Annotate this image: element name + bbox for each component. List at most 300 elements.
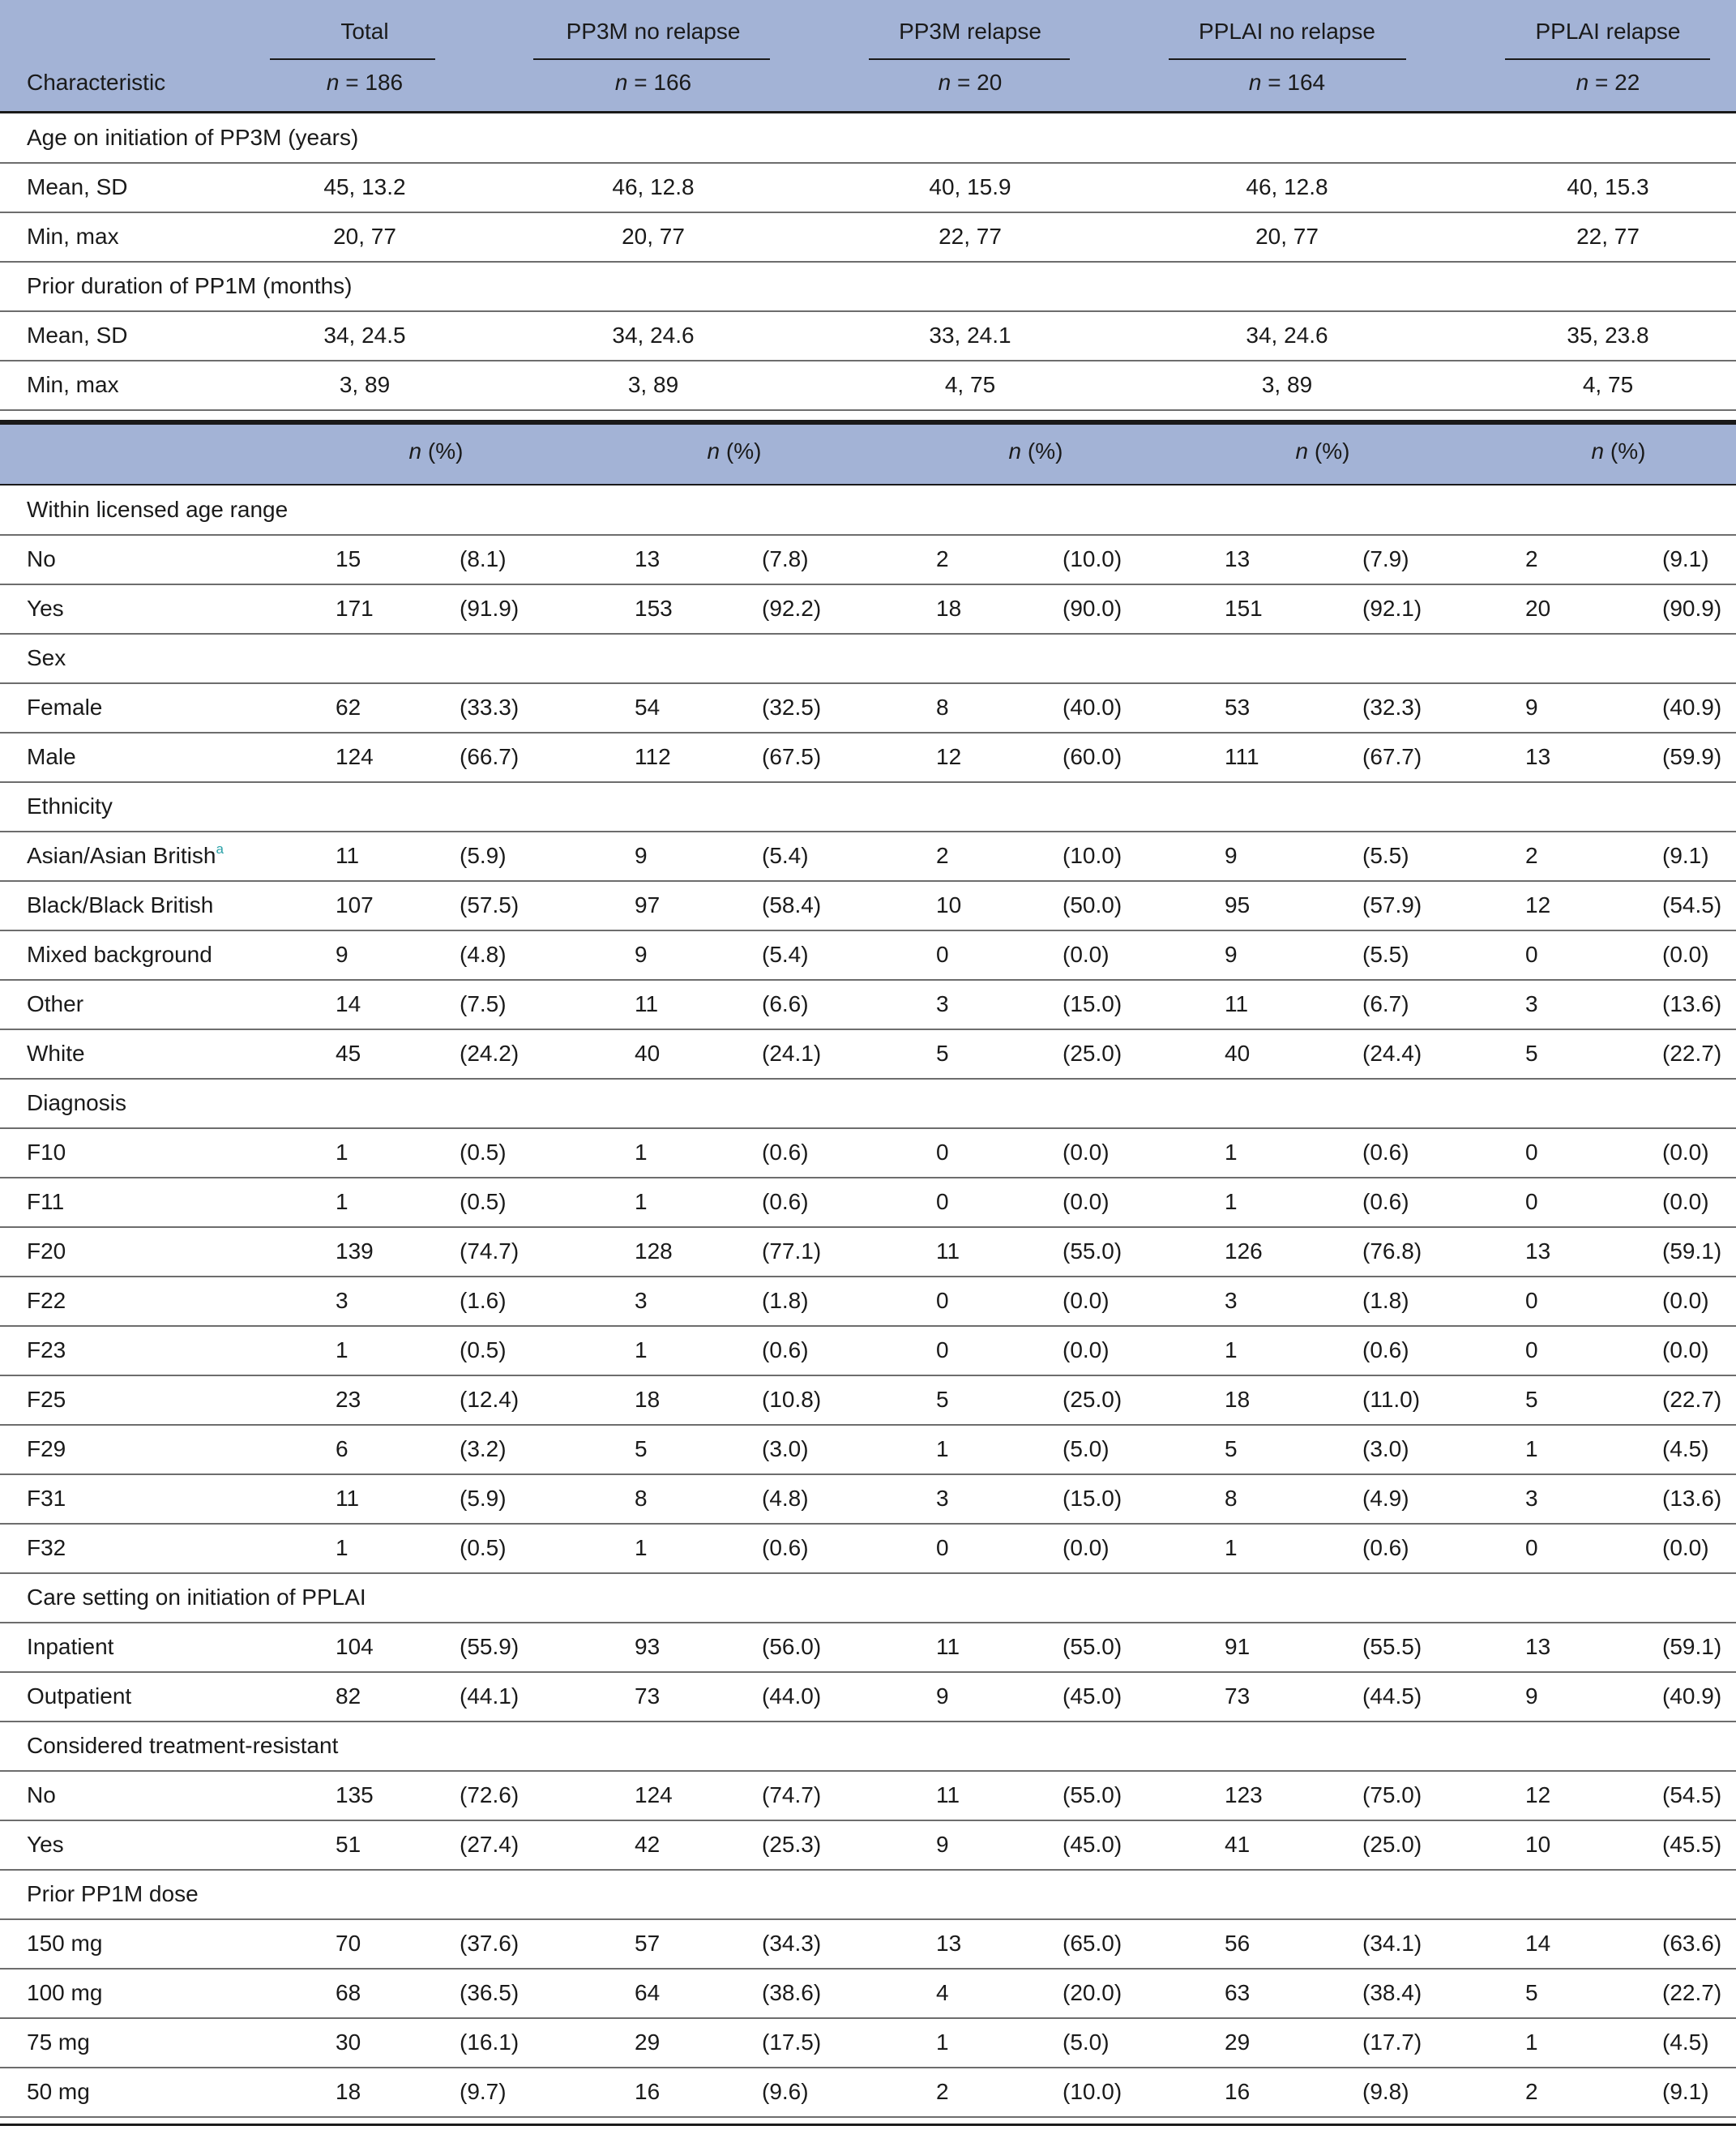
cell-count: 51 — [336, 1832, 361, 1857]
cell-count: 1 — [635, 1189, 648, 1214]
cell-percent: (4.8) — [460, 942, 507, 967]
cell-count: 4 — [936, 1980, 949, 2005]
cell-percent: (65.0) — [1063, 1931, 1122, 1956]
cell-percent: (25.0) — [1063, 1041, 1122, 1066]
table-row — [0, 2018, 1736, 2068]
cell-count: 1 — [1225, 1140, 1238, 1165]
cell-count: 42 — [635, 1832, 661, 1857]
cell-percent: (4.8) — [762, 1486, 809, 1511]
cell-percent: (25.0) — [1362, 1832, 1422, 1857]
cell-percent: (0.0) — [1063, 1189, 1110, 1214]
header-group-name: PP3M no relapse — [566, 19, 741, 44]
cell-percent: (10.0) — [1063, 546, 1122, 571]
cell-value: 20, 77 — [1255, 224, 1319, 249]
row-label: Mean, SD — [27, 323, 128, 348]
cell-count: 63 — [1225, 1980, 1251, 2005]
cell-percent: (44.0) — [762, 1683, 822, 1709]
row-label: Inpatient — [27, 1634, 114, 1659]
cell-percent: (9.7) — [460, 2079, 507, 2104]
table-row — [0, 1474, 1736, 1525]
cell-count: 0 — [1525, 1189, 1538, 1214]
row-label: F11 — [27, 1189, 65, 1214]
cell-percent: (40.9) — [1662, 695, 1722, 720]
cell-percent: (10.8) — [762, 1387, 822, 1412]
cell-count: 2 — [1525, 546, 1538, 571]
cell-percent: (38.4) — [1362, 1980, 1422, 2005]
row-label: F29 — [27, 1436, 66, 1461]
cell-percent: (9.1) — [1662, 843, 1709, 868]
cell-count: 11 — [635, 991, 659, 1016]
cell-percent: (17.7) — [1362, 2029, 1422, 2055]
cell-count: 9 — [635, 942, 648, 967]
cell-value: 34, 24.6 — [1246, 323, 1328, 348]
cell-count: 2 — [936, 2079, 949, 2104]
cell-percent: (6.7) — [1362, 991, 1409, 1016]
cell-percent: (34.1) — [1362, 1931, 1422, 1956]
cell-percent: (38.6) — [762, 1980, 822, 2005]
section-heading: Age on initiation of PP3M (years) — [27, 125, 359, 150]
table-row — [0, 2068, 1736, 2118]
cell-count: 6 — [336, 1436, 348, 1461]
header-group-n: n = 186 — [326, 70, 404, 95]
table-row — [0, 311, 1736, 361]
cell-count: 1 — [1225, 1337, 1238, 1362]
row-label: Mixed background — [27, 942, 212, 967]
cell-count: 91 — [1225, 1634, 1251, 1659]
cell-count: 9 — [635, 843, 648, 868]
cell-count: 53 — [1225, 695, 1251, 720]
section-heading: Prior duration of PP1M (months) — [27, 273, 353, 298]
cell-count: 10 — [936, 892, 962, 917]
cell-count: 2 — [936, 546, 949, 571]
cell-count: 1 — [635, 1535, 648, 1560]
section-heading: Sex — [27, 645, 66, 670]
row-label: Mean, SD — [27, 174, 128, 199]
row-label: No — [27, 546, 56, 571]
cell-percent: (33.3) — [460, 695, 520, 720]
cell-count: 30 — [336, 2029, 361, 2055]
row-label: 150 mg — [27, 1931, 103, 1956]
cell-count: 54 — [635, 695, 661, 720]
row-label: White — [27, 1041, 85, 1066]
percent-header — [0, 420, 1736, 485]
cell-count: 45 — [336, 1041, 361, 1066]
cell-value: 4, 75 — [944, 372, 996, 397]
cell-value: 4, 75 — [1582, 372, 1634, 397]
cell-percent: (0.5) — [460, 1535, 507, 1560]
cell-percent: (0.0) — [1063, 1140, 1110, 1165]
cell-percent: (90.0) — [1063, 596, 1122, 621]
section-heading: Considered treatment-resistant — [27, 1733, 339, 1758]
cell-count: 9 — [936, 1683, 949, 1709]
cell-percent: (0.0) — [1662, 1337, 1709, 1362]
header-group-underline — [1169, 58, 1406, 60]
cell-count: 0 — [936, 1337, 949, 1362]
cell-percent: (5.0) — [1063, 2029, 1110, 2055]
cell-count: 9 — [1525, 695, 1538, 720]
cell-percent: (27.4) — [460, 1832, 520, 1857]
cell-percent: (34.3) — [762, 1931, 822, 1956]
cell-percent: (17.5) — [762, 2029, 822, 2055]
cell-count: 1 — [336, 1140, 348, 1165]
table-bottom-rule — [0, 2124, 1736, 2126]
cell-count: 0 — [936, 1189, 949, 1214]
cell-count: 8 — [936, 695, 949, 720]
cell-percent: (22.7) — [1662, 1041, 1722, 1066]
cell-percent: (32.3) — [1362, 695, 1422, 720]
cell-percent: (13.6) — [1662, 1486, 1722, 1511]
table-header — [0, 0, 1736, 113]
cell-percent: (56.0) — [762, 1634, 822, 1659]
cell-count: 14 — [336, 991, 361, 1016]
row-label: 75 mg — [27, 2029, 90, 2055]
cell-value: 20, 77 — [622, 224, 685, 249]
table-row — [0, 980, 1736, 1030]
table-row — [0, 1425, 1736, 1475]
cell-percent: (75.0) — [1362, 1782, 1422, 1807]
cell-percent: (12.4) — [460, 1387, 520, 1412]
cell-count: 0 — [1525, 1535, 1538, 1560]
cell-percent: (24.2) — [460, 1041, 520, 1066]
header-group-n: n = 22 — [1576, 70, 1640, 95]
cell-percent: (67.5) — [762, 744, 822, 769]
cell-percent: (63.6) — [1662, 1931, 1722, 1956]
cell-value: 46, 12.8 — [1246, 174, 1328, 199]
cell-count: 0 — [1525, 942, 1538, 967]
header-characteristic: Characteristic — [27, 70, 166, 95]
cell-percent: (40.9) — [1662, 1683, 1722, 1709]
row-label: Female — [27, 695, 103, 720]
table-row — [0, 535, 1736, 585]
cell-count: 13 — [1225, 546, 1251, 571]
cell-count: 57 — [635, 1931, 661, 1956]
cell-percent: (7.9) — [1362, 546, 1409, 571]
cell-percent: (76.8) — [1362, 1238, 1422, 1264]
section-heading-row — [0, 634, 1736, 684]
cell-percent: (45.0) — [1063, 1832, 1122, 1857]
table-row — [0, 1919, 1736, 1970]
cell-count: 73 — [1225, 1683, 1251, 1709]
cell-count: 11 — [1225, 991, 1249, 1016]
header-group-n: n = 164 — [1248, 70, 1326, 95]
table-row — [0, 1969, 1736, 2019]
cell-percent: (10.0) — [1063, 2079, 1122, 2104]
cell-percent: (0.5) — [460, 1140, 507, 1165]
cell-percent: (5.9) — [460, 843, 507, 868]
cell-count: 12 — [936, 744, 962, 769]
row-label: Other — [27, 991, 84, 1016]
cell-percent: (0.0) — [1063, 942, 1110, 967]
table-row — [0, 1820, 1736, 1871]
cell-percent: (4.5) — [1662, 1436, 1709, 1461]
cell-percent: (0.0) — [1662, 1288, 1709, 1313]
footnote-marker: a — [216, 841, 224, 857]
cell-count: 107 — [336, 892, 374, 917]
cell-count: 123 — [1225, 1782, 1263, 1807]
cell-percent: (54.5) — [1662, 1782, 1722, 1807]
cell-count: 1 — [336, 1535, 348, 1560]
table-row — [0, 212, 1736, 263]
section-heading-row — [0, 782, 1736, 832]
cell-percent: (13.6) — [1662, 991, 1722, 1016]
header-group-n: n = 166 — [614, 70, 692, 95]
cell-percent: (5.4) — [762, 942, 809, 967]
cell-percent: (57.9) — [1362, 892, 1422, 917]
cell-percent: (9.6) — [762, 2079, 809, 2104]
cell-count: 18 — [336, 2079, 361, 2104]
cell-count: 13 — [1525, 1634, 1551, 1659]
row-label: Min, max — [27, 224, 119, 249]
cell-count: 20 — [1525, 596, 1551, 621]
cell-percent: (25.3) — [762, 1832, 822, 1857]
cell-percent: (0.6) — [762, 1535, 809, 1560]
section-heading-row — [0, 1079, 1736, 1129]
cell-percent: (22.7) — [1662, 1387, 1722, 1412]
cell-count: 11 — [936, 1782, 960, 1807]
cell-percent: (50.0) — [1063, 892, 1122, 917]
cell-percent: (9.1) — [1662, 2079, 1709, 2104]
cell-count: 3 — [1525, 1486, 1538, 1511]
cell-percent: (92.2) — [762, 596, 822, 621]
cell-count: 3 — [936, 991, 949, 1016]
cell-percent: (0.6) — [1362, 1337, 1409, 1362]
cell-percent: (5.0) — [1063, 1436, 1110, 1461]
cell-count: 18 — [936, 596, 962, 621]
cell-count: 1 — [336, 1189, 348, 1214]
row-label: Min, max — [27, 372, 119, 397]
section-heading-row — [0, 262, 1736, 312]
table-row — [0, 832, 1736, 882]
cell-count: 3 — [635, 1288, 648, 1313]
cell-count: 2 — [936, 843, 949, 868]
row-label: F22 — [27, 1288, 66, 1313]
cell-percent: (0.0) — [1063, 1535, 1110, 1560]
cell-count: 11 — [936, 1634, 960, 1659]
cell-count: 11 — [336, 843, 360, 868]
cell-count: 5 — [1525, 1980, 1538, 2005]
cell-percent: (74.7) — [460, 1238, 520, 1264]
cell-percent: (4.5) — [1662, 2029, 1709, 2055]
cell-count: 2 — [1525, 843, 1538, 868]
cell-value: 3, 89 — [339, 372, 391, 397]
header-n-percent: n (%) — [1295, 438, 1350, 464]
cell-count: 0 — [936, 1535, 949, 1560]
cell-count: 0 — [936, 1140, 949, 1165]
cell-percent: (0.6) — [1362, 1140, 1409, 1165]
row-label: Outpatient — [27, 1683, 132, 1709]
cell-count: 16 — [1225, 2079, 1251, 2104]
cell-percent: (55.0) — [1063, 1238, 1122, 1264]
cell-value: 3, 89 — [627, 372, 679, 397]
table-row — [0, 930, 1736, 981]
cell-count: 9 — [1525, 1683, 1538, 1709]
cell-percent: (25.0) — [1063, 1387, 1122, 1412]
table-row — [0, 584, 1736, 635]
header-group-underline — [1505, 58, 1710, 60]
row-label: F10 — [27, 1140, 66, 1165]
cell-count: 18 — [635, 1387, 661, 1412]
cell-percent: (0.0) — [1662, 942, 1709, 967]
cell-count: 171 — [336, 596, 374, 621]
cell-percent: (0.6) — [762, 1189, 809, 1214]
cell-count: 128 — [635, 1238, 673, 1264]
cell-count: 41 — [1225, 1832, 1251, 1857]
cell-count: 8 — [1225, 1486, 1238, 1511]
cell-value: 34, 24.6 — [612, 323, 695, 348]
cell-count: 97 — [635, 892, 661, 917]
cell-percent: (0.6) — [762, 1337, 809, 1362]
cell-percent: (7.5) — [460, 991, 507, 1016]
cell-count: 151 — [1225, 596, 1263, 621]
cell-percent: (1.6) — [460, 1288, 507, 1313]
cell-percent: (0.0) — [1063, 1337, 1110, 1362]
section-heading: Diagnosis — [27, 1090, 126, 1115]
cell-count: 1 — [1525, 1436, 1538, 1461]
cell-percent: (45.0) — [1063, 1683, 1122, 1709]
cell-percent: (67.7) — [1362, 744, 1422, 769]
table-row — [0, 1128, 1736, 1178]
row-label: Male — [27, 744, 76, 769]
cell-percent: (44.5) — [1362, 1683, 1422, 1709]
cell-percent: (37.6) — [460, 1931, 520, 1956]
header-n-percent: n (%) — [1008, 438, 1063, 464]
row-label: 100 mg — [27, 1980, 103, 2005]
cell-count: 104 — [336, 1634, 374, 1659]
cell-count: 8 — [635, 1486, 648, 1511]
cell-count: 3 — [936, 1486, 949, 1511]
cell-percent: (66.7) — [460, 744, 520, 769]
cell-count: 0 — [1525, 1337, 1538, 1362]
cell-percent: (9.1) — [1662, 546, 1709, 571]
cell-percent: (0.0) — [1063, 1288, 1110, 1313]
cell-percent: (11.0) — [1362, 1387, 1421, 1412]
cell-count: 139 — [336, 1238, 374, 1264]
table-row — [0, 881, 1736, 931]
cell-percent: (90.9) — [1662, 596, 1722, 621]
header-group-name: PP3M relapse — [899, 19, 1041, 44]
cell-percent: (74.7) — [762, 1782, 822, 1807]
table-row — [0, 1227, 1736, 1277]
cell-percent: (59.1) — [1662, 1238, 1722, 1264]
cell-count: 1 — [936, 2029, 949, 2055]
cell-count: 9 — [1225, 843, 1238, 868]
cell-count: 23 — [336, 1387, 361, 1412]
cell-count: 0 — [1525, 1288, 1538, 1313]
cell-percent: (20.0) — [1063, 1980, 1122, 2005]
cell-count: 5 — [1525, 1387, 1538, 1412]
cell-percent: (3.0) — [762, 1436, 809, 1461]
cell-value: 40, 15.9 — [929, 174, 1011, 199]
cell-count: 124 — [635, 1782, 673, 1807]
section-heading-row — [0, 1722, 1736, 1772]
cell-count: 68 — [336, 1980, 361, 2005]
row-label: F20 — [27, 1238, 66, 1264]
cell-count: 13 — [635, 546, 661, 571]
cell-count: 62 — [336, 695, 361, 720]
cell-count: 5 — [1525, 1041, 1538, 1066]
cell-percent: (0.5) — [460, 1189, 507, 1214]
cell-percent: (0.6) — [1362, 1535, 1409, 1560]
cell-percent: (9.8) — [1362, 2079, 1409, 2104]
header-group-name: PPLAI no relapse — [1199, 19, 1375, 44]
cell-percent: (55.5) — [1362, 1634, 1422, 1659]
cell-count: 70 — [336, 1931, 361, 1956]
header-group-underline — [270, 58, 435, 60]
cell-count: 0 — [936, 942, 949, 967]
cell-count: 56 — [1225, 1931, 1251, 1956]
cell-value: 20, 77 — [333, 224, 396, 249]
section-heading-row — [0, 485, 1736, 536]
cell-count: 16 — [635, 2079, 661, 2104]
cell-percent: (22.7) — [1662, 1980, 1722, 2005]
cell-count: 11 — [336, 1486, 360, 1511]
section-heading: Care setting on initiation of PPLAI — [27, 1585, 366, 1610]
cell-count: 0 — [936, 1288, 949, 1313]
cell-count: 12 — [1525, 1782, 1551, 1807]
table-row — [0, 361, 1736, 411]
cell-percent: (55.9) — [460, 1634, 520, 1659]
cell-percent: (59.1) — [1662, 1634, 1722, 1659]
cell-percent: (15.0) — [1063, 991, 1122, 1016]
cell-percent: (0.6) — [762, 1140, 809, 1165]
cell-count: 112 — [635, 744, 671, 769]
cell-count: 153 — [635, 596, 673, 621]
cell-percent: (3.2) — [460, 1436, 507, 1461]
cell-percent: (40.0) — [1063, 695, 1122, 720]
header-group-n: n = 20 — [938, 70, 1003, 95]
cell-percent: (3.0) — [1362, 1436, 1409, 1461]
table-row — [0, 1277, 1736, 1327]
header-n-percent: n (%) — [707, 438, 762, 464]
cell-percent: (15.0) — [1063, 1486, 1122, 1511]
cell-count: 5 — [1225, 1436, 1238, 1461]
table-row — [0, 1326, 1736, 1376]
row-label: F23 — [27, 1337, 66, 1362]
section-heading-row — [0, 113, 1736, 164]
cell-count: 10 — [1525, 1832, 1551, 1857]
cell-percent: (54.5) — [1662, 892, 1722, 917]
cell-percent: (8.1) — [460, 546, 507, 571]
section-heading-row — [0, 1573, 1736, 1623]
cell-count: 82 — [336, 1683, 361, 1709]
cell-count: 1 — [1225, 1535, 1238, 1560]
cell-percent: (0.0) — [1662, 1535, 1709, 1560]
cell-count: 3 — [336, 1288, 348, 1313]
header-group-underline — [869, 58, 1070, 60]
cell-percent: (4.9) — [1362, 1486, 1409, 1511]
cell-percent: (10.0) — [1063, 843, 1122, 868]
header-n-percent: n (%) — [408, 438, 464, 464]
cell-percent: (92.1) — [1362, 596, 1422, 621]
row-label: F31 — [27, 1486, 66, 1511]
cell-count: 1 — [336, 1337, 348, 1362]
cell-percent: (36.5) — [460, 1980, 520, 2005]
cell-count: 126 — [1225, 1238, 1263, 1264]
header-group-name: Total — [340, 19, 389, 44]
cell-value: 22, 77 — [1576, 224, 1640, 249]
cell-count: 111 — [1225, 744, 1259, 769]
cell-count: 1 — [635, 1140, 648, 1165]
table-row — [0, 163, 1736, 213]
table-row — [0, 1029, 1736, 1080]
cell-percent: (57.5) — [460, 892, 520, 917]
cell-count: 18 — [1225, 1387, 1251, 1412]
cell-value: 46, 12.8 — [612, 174, 695, 199]
cell-percent: (5.9) — [460, 1486, 507, 1511]
cell-count: 0 — [1525, 1140, 1538, 1165]
cell-percent: (0.0) — [1662, 1189, 1709, 1214]
cell-value: 45, 13.2 — [323, 174, 406, 199]
